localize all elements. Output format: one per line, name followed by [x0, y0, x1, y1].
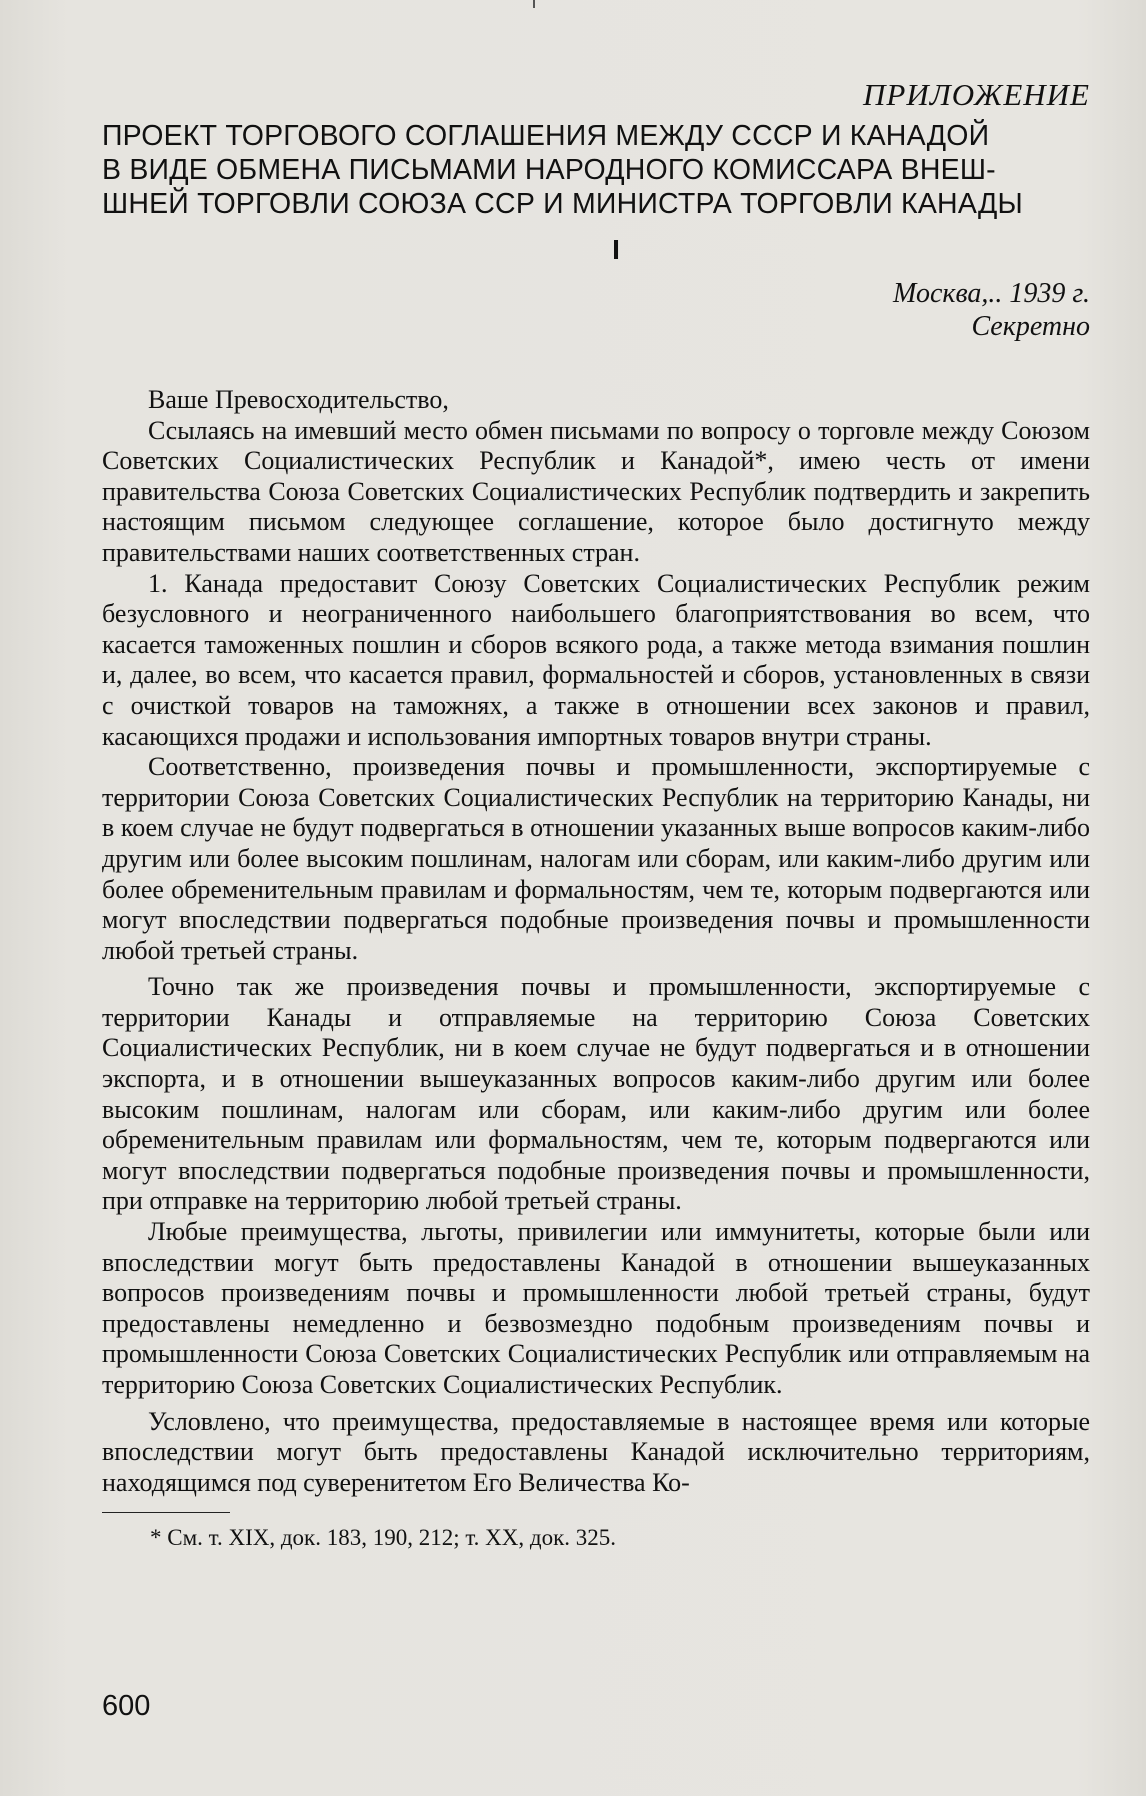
- paragraph: Условлено, что преимущества, предоставляемые в настоящее время или которые впоследствии могут быть предоставлены Канадой исключительно территориям, находящимся под суверенитетом Его Величества Ко-: [102, 1406, 1090, 1497]
- title-line: ПРОЕКТ ТОРГОВОГО СОГЛАШЕНИЯ МЕЖДУ СССР И КАНАДОЙ: [102, 120, 990, 152]
- paragraph: 1. Канада предоставит Союзу Советских Социалистических Республик режим безусловного и неограниченного наибольшего благоприятствования во всем, что касается таможенных пошлин и сборов всякого рода, а также метода взимания пошлин и, далее, во всем, что касается правил, формальностей и сборов, установленных в связи с очисткой товаров на таможнях, а также в отношении всех законов и правил, касающихся продажи и использования импортных товаров внутри страны.: [102, 568, 1090, 751]
- paragraph: Ссылаясь на имевший место обмен письмами по вопросу о торговле между Союзом Советских Социалистических Республик и Канадой*, имею честь от имени правительства Союза Советских Социалистических Республик подтвердить и закрепить настоящим письмом следующее соглашение, которое было достигнуто между правительствами наших соответственных стран.: [102, 415, 1090, 567]
- section-numeral: I: [612, 234, 620, 265]
- title-line: В ВИДЕ ОБМЕНА ПИСЬМАМИ НАРОДНОГО КОМИССАРА ВНЕШ-: [102, 154, 996, 186]
- salutation: Ваше Превосходительство,: [148, 385, 449, 414]
- classification-label: Секретно: [971, 311, 1090, 342]
- scan-mark: [533, 0, 535, 8]
- title-line: ШНЕЙ ТОРГОВЛИ СОЮЗА ССР И МИНИСТРА ТОРГОВЛИ КАНАДЫ: [102, 188, 1023, 220]
- page-content: [102, 75, 1090, 1553]
- footnote: * См. т. XIX, док. 183, 190, 212; т. XX, док. 325.: [150, 1525, 617, 1551]
- letter-body: [102, 385, 1090, 1498]
- footnote-divider: [102, 1512, 230, 1513]
- appendix-label: ПРИЛОЖЕНИЕ: [863, 77, 1090, 112]
- place-date: Москва,.. 1939 г.: [893, 278, 1090, 309]
- paragraph: Соответственно, произведения почвы и промышленности, экспортируемые с территории Союза Советских Социалистических Республик на территорию Канады, ни в коем случае не будут подвергаться в отношении указанных выше вопросов каким-либо другим или более высоким пошлинам, налогам или сборам, или каким-либо другим или более обременительным правилам и формальностям, чем те, которым подвергаются или могут впоследствии подвергаться подобные произведения почвы и промышленности любой третьей страны.: [102, 752, 1090, 965]
- paragraph: Точно так же произведения почвы и промышленности, экспортируемые с территории Канады и отправляемые на территорию Союза Советских Социалистических Республик, ни в коем случае не будут подвергаться и в отношении экспорта, и в отношении вышеуказанных вопросов каким-либо другим или более высоким пошлинам, налогам или сборам, или каким-либо другим или более обременительным правилам или формальностям, чем те, которым подвергаются или могут впоследствии подвергаться подобные произведения почвы и промышленности, при отправке на территорию любой третьей страны.: [102, 972, 1090, 1216]
- document-title: [102, 119, 1090, 221]
- page-number: 600: [102, 1690, 151, 1722]
- paragraph: Любые преимущества, льготы, привилегии или иммунитеты, которые были или впоследствии могут быть предоставлены Канадой в отношении вышеуказанных вопросов произведениям почвы и промышленности любой третьей страны, будут предоставлены немедленно и безвозмездно подобным произведениям почвы и промышленности Союза Советских Социалистических Республик или отправляемым на территорию Союза Советских Социалистических Республик.: [102, 1217, 1090, 1399]
